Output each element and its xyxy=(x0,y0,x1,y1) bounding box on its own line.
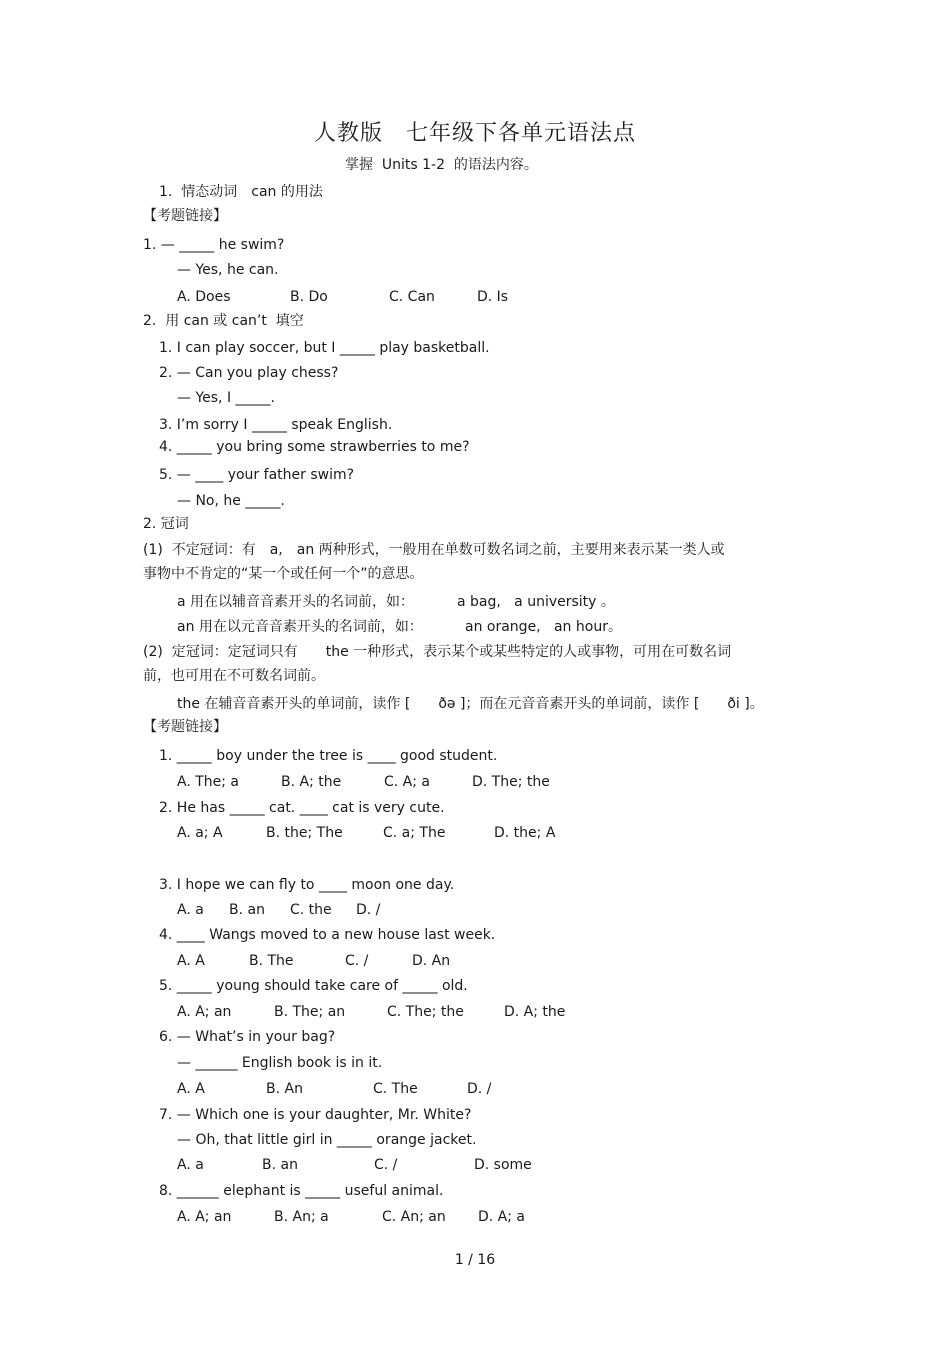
question-stem: 5. _____ young should take care of _____ old. xyxy=(159,978,468,994)
example-text: an orange, an hour。 xyxy=(465,619,622,635)
option: C. the xyxy=(290,902,332,918)
exercise-item: 2. — Can you play chess? xyxy=(159,365,339,381)
question-stem: 1. — _____ he swim? xyxy=(143,237,285,253)
option: C. / xyxy=(374,1157,398,1173)
exercise-item: 5. — ____ your father swim? xyxy=(159,467,355,483)
exercise-item: — Yes, I _____. xyxy=(177,390,275,406)
exercise-heading: 2. 用 can 或 can’t 填空 xyxy=(143,313,304,329)
option: D. / xyxy=(356,902,381,918)
question-stem: 8. ______ elephant is _____ useful animal. xyxy=(159,1183,444,1199)
option: A. A; an xyxy=(177,1209,232,1225)
option: A. A xyxy=(177,953,205,969)
option: D. A; the xyxy=(504,1004,566,1020)
option: A. a; A xyxy=(177,825,223,841)
option: C. The; the xyxy=(387,1004,464,1020)
question-answer: — Yes, he can. xyxy=(177,262,279,278)
option: B. The xyxy=(249,953,294,969)
option: B. The; an xyxy=(274,1004,346,1020)
page-number: 1 / 16 xyxy=(454,1252,496,1268)
question-stem: 2. He has _____ cat. ____ cat is very cute. xyxy=(159,800,445,816)
option: B. the; The xyxy=(266,825,343,841)
section-heading-articles: 2. 冠词 xyxy=(143,516,189,532)
option: B. A; the xyxy=(281,774,342,790)
option: A. A; an xyxy=(177,1004,232,1020)
exam-link-label: 【考题链接】 xyxy=(143,208,227,224)
question-stem: 7. — Which one is your daughter, Mr. White? xyxy=(159,1107,472,1123)
paragraph: 事物中不肯定的“某一个或任何一个”的意思。 xyxy=(143,566,424,582)
option: D. The; the xyxy=(472,774,550,790)
exercise-item: 3. I’m sorry I _____ speak English. xyxy=(159,417,393,433)
option: C. An; an xyxy=(382,1209,446,1225)
option: A. a xyxy=(177,1157,204,1173)
question-stem: 6. — What’s in your bag? xyxy=(159,1029,336,1045)
option: D. An xyxy=(412,953,451,969)
option: B. An; a xyxy=(274,1209,329,1225)
section-heading-can: 1. 情态动词 can 的用法 xyxy=(159,184,323,200)
question-stem: 1. _____ boy under the tree is ____ good student. xyxy=(159,748,498,764)
paragraph: 前，也可用在不可数名词前。 xyxy=(143,668,325,684)
option: B. An xyxy=(266,1081,303,1097)
paragraph: (1) 不定冠词：有 a, an 两种形式，一般用在单数可数名词之前，主要用来表示某一类人或 xyxy=(143,542,725,558)
option: A. A xyxy=(177,1081,205,1097)
paragraph: (2) 定冠词：定冠词只有 the 一种形式，表示某个或某些特定的人或事物，可用在可数名词 xyxy=(143,644,732,660)
option: A. Does xyxy=(177,289,231,305)
option: C. a; The xyxy=(383,825,446,841)
option: D. / xyxy=(467,1081,492,1097)
option: D. some xyxy=(474,1157,532,1173)
option: C. / xyxy=(345,953,369,969)
exercise-item: 1. I can play soccer, but I _____ play basketball. xyxy=(159,340,490,356)
option: C. A; a xyxy=(384,774,430,790)
option: A. The; a xyxy=(177,774,240,790)
page-subtitle: 掌握 Units 1-2 的语法内容。 xyxy=(345,157,538,173)
paragraph: the 在辅音音素开头的单词前，读作 [ ðə ]；而在元音音素开头的单词前，读作 [ ði ]。 xyxy=(177,696,764,712)
option: C. The xyxy=(373,1081,418,1097)
option: D. A; a xyxy=(478,1209,526,1225)
question-stem: 4. ____ Wangs moved to a new house last week. xyxy=(159,927,496,943)
option: B. Do xyxy=(290,289,328,305)
question-stem: 3. I hope we can fly to ____ moon one day. xyxy=(159,877,455,893)
exercise-item: 4. _____ you bring some strawberries to me? xyxy=(159,439,470,455)
paragraph: a 用在以辅音音素开头的名词前，如： xyxy=(177,594,415,610)
exam-link-label: 【考题链接】 xyxy=(143,719,227,735)
question-answer: — Oh, that little girl in _____ orange jacket. xyxy=(177,1132,477,1148)
option: A. a xyxy=(177,902,204,918)
exercise-item: — No, he _____. xyxy=(177,493,285,509)
question-answer: — ______ English book is in it. xyxy=(177,1055,383,1071)
page-title: 人教版 七年级下各单元语法点 xyxy=(313,121,636,146)
option: D. Is xyxy=(477,289,509,305)
option: B. an xyxy=(262,1157,298,1173)
example-text: a bag, a university 。 xyxy=(457,594,615,610)
paragraph: an 用在以元音音素开头的名词前，如： xyxy=(177,619,423,635)
option: B. an xyxy=(229,902,265,918)
option: D. the; A xyxy=(494,825,556,841)
option: C. Can xyxy=(389,289,435,305)
